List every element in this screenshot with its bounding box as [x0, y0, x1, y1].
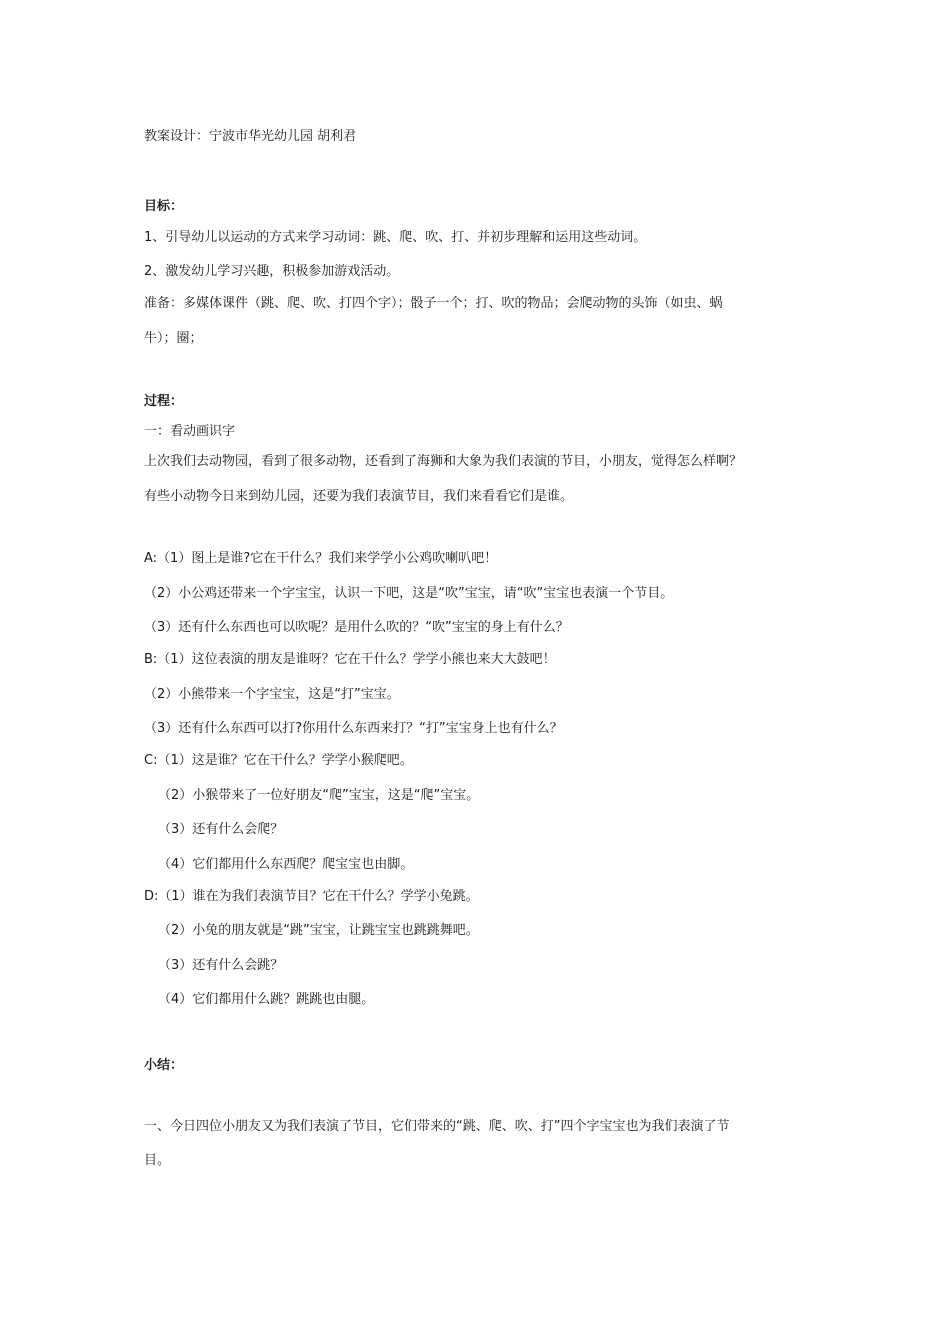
summary-line-1: 一、今日四位小朋友又为我们表演了节目，它们带来的“跳、爬、吹、打”四个字宝宝也为我们表演了节	[144, 1119, 730, 1134]
summary-line-2: 目。	[144, 1153, 171, 1168]
summary-heading: 小结：	[144, 1058, 184, 1073]
process-intro-1: 上次我们去动物园，看到了很多动物，还看到了海狮和大象为我们表演的节目，小朋友，觉得怎么样啊？	[144, 454, 743, 469]
preparation-line-2: 牛）；圈；	[144, 331, 203, 346]
section-b-line-2: （2）小熊带来一个字宝宝，这是“打”宝宝。	[144, 687, 400, 702]
section-b-line-3: （3）还有什么东西可以打?你用什么东西来打？“打”宝宝身上也有什么？	[144, 721, 563, 736]
section-d-line-2: （2）小兔的朋友就是“跳”宝宝，让跳宝宝也跳跳舞吧。	[158, 923, 479, 938]
section-a-line-3: （3）还有什么东西也可以吹呢？是用什么吹的？“吹”宝宝的身上有什么？	[144, 620, 569, 635]
byline: 教案设计：宁波市华光幼儿园 胡利君	[144, 129, 357, 144]
goals-heading: 目标：	[144, 199, 184, 214]
section-a-line-2: （2）小公鸡还带来一个字宝宝，认识一下吧，这是“吹”宝宝，请“吹”宝宝也表演一个节目。	[144, 586, 674, 601]
section-d-line-4: （4）它们都用什么跳？跳跳也由腿。	[158, 992, 375, 1007]
section-c-line-3: （3）还有什么会爬？	[158, 822, 284, 837]
section-c-line-2: （2）小猴带来了一位好朋友“爬”宝宝，这是“爬”宝宝。	[158, 788, 480, 803]
section-b-line-1: B:（1）这位表演的朋友是谁呀？它在干什么？学学小熊也来大大鼓吧！	[144, 652, 556, 667]
process-intro-2: 有些小动物今日来到幼儿园，还要为我们表演节目，我们来看看它们是谁。	[144, 489, 574, 504]
section-a-line-1: A:（1）图上是谁?它在干什么？我们来学学小公鸡吹喇叭吧！	[144, 551, 498, 566]
preparation-line-1: 准备：多媒体课件（跳、爬、吹、打四个字）；骰子一个；打、吹的物品；会爬动物的头饰（如虫、蜗	[144, 296, 723, 311]
process-subheading: 一：看动画识字	[144, 424, 236, 439]
section-c-line-4: （4）它们都用什么东西爬？爬宝宝也由脚。	[158, 857, 414, 872]
goal-item-1: 1、引导幼儿以运动的方式来学习动词：跳、爬、吹、打、并初步理解和运用这些动词。	[144, 230, 647, 245]
section-d-line-3: （3）还有什么会跳？	[158, 958, 284, 973]
section-c-line-1: C:（1）这是谁？它在干什么？学学小猴爬吧。	[144, 753, 413, 768]
goal-item-2: 2、激发幼儿学习兴趣，积极参加游戏活动。	[144, 264, 400, 279]
section-d-line-1: D:（1）谁在为我们表演节目？它在干什么？学学小兔跳。	[144, 889, 479, 904]
process-heading: 过程：	[144, 394, 184, 409]
